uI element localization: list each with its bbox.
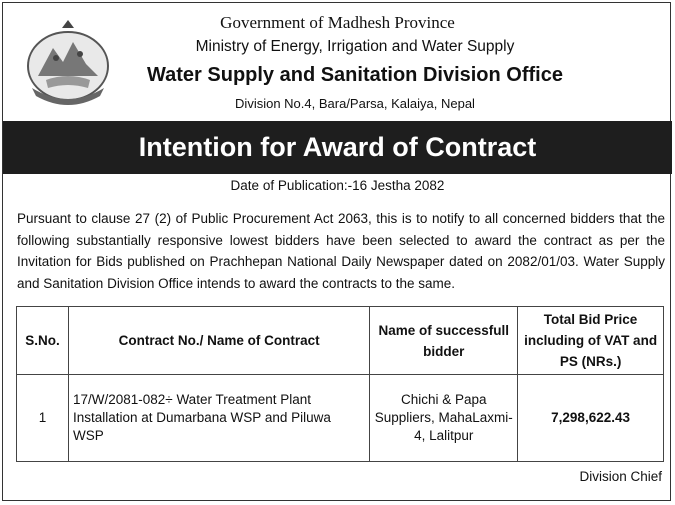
office-address: Division No.4, Bara/Parsa, Kalaiya, Nepal — [235, 96, 475, 111]
header-contract: Contract No./ Name of Contract — [68, 307, 369, 375]
government-name: Government of Madhesh Province — [220, 13, 455, 32]
award-table — [16, 306, 664, 462]
cell-sno: 1 — [17, 375, 69, 462]
office-name: Water Supply and Sanitation Division Office — [147, 64, 563, 86]
table-row — [17, 375, 664, 462]
publication-date: Date of Publication:-16 Jestha 2082 — [230, 178, 445, 193]
cell-contract: 17/W/2081-082÷ Water Treatment Plant Installation at Dumarbana WSP and Piluwa WSP — [68, 375, 369, 462]
cell-bidder: Chichi & Papa Suppliers, MahaLaxmi-4, Lalitpur — [370, 375, 518, 462]
notice-title: Intention for Award of Contract — [3, 121, 672, 174]
header-price: Total Bid Price including of VAT and PS (NRs.) — [518, 307, 664, 375]
cell-price: 7,298,622.43 — [518, 375, 664, 462]
ministry-name: Ministry of Energy, Irrigation and Water Supply — [195, 38, 515, 55]
table-header-row — [17, 307, 664, 375]
signoff: Division Chief — [579, 469, 662, 484]
notice-body: Pursuant to clause 27 (2) of Public Procurement Act 2063, this is to notify to all concerned bidders that the following substantially responsive lowest bidders have been selected to award the contract as per the Invitation for Bids published on Prachhepan National Daily Newspaper dated on 2082/01/03. Water Supply and Sanitation Division Office intends to award the contracts to the same. — [17, 211, 665, 291]
header-bidder: Name of successfull bidder — [370, 307, 518, 375]
header-sno: S.No. — [17, 307, 69, 375]
